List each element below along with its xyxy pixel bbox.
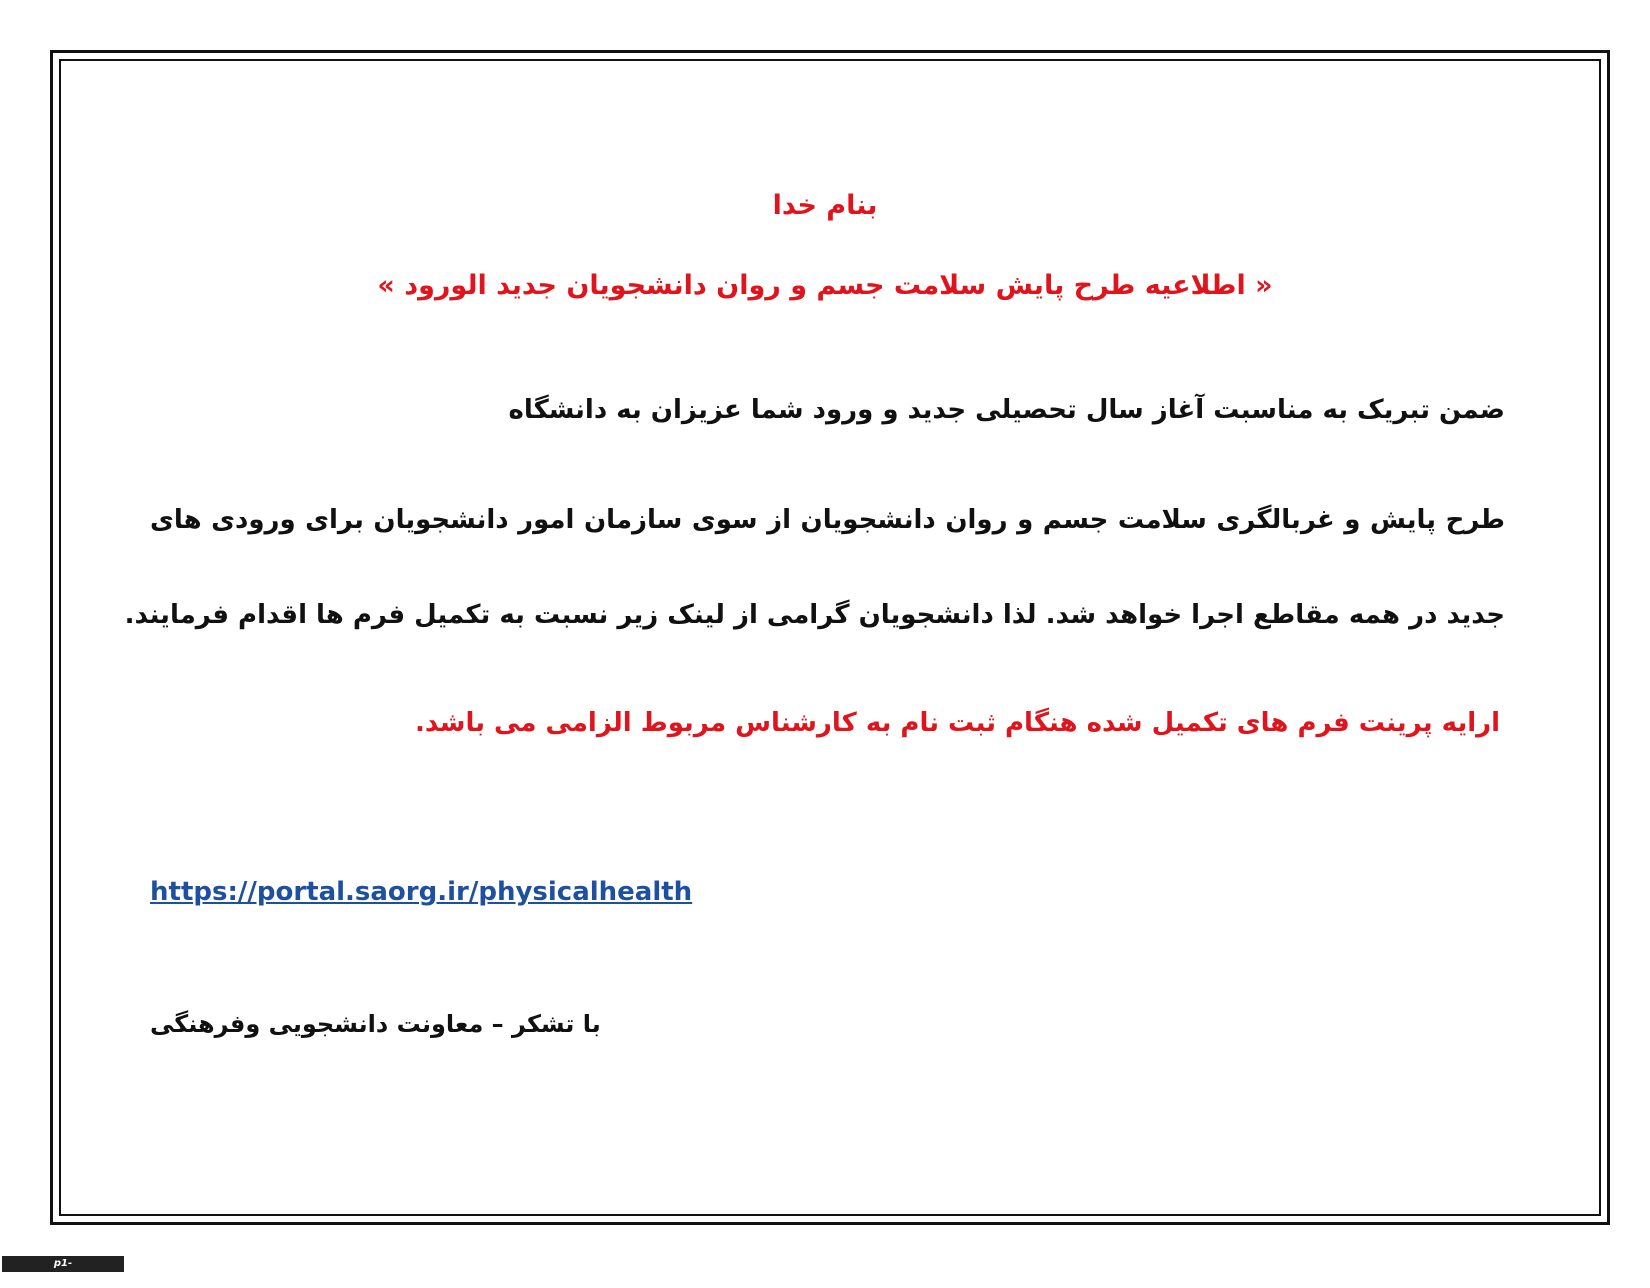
signature-line: با تشکر – معاونت دانشجویی وفرهنگی (150, 1010, 601, 1038)
health-portal-link[interactable]: https://portal.saorg.ir/physicalhealth (150, 877, 693, 907)
required-notice: ارایه پرینت فرم های تکمیل شده هنگام ثبت نام به کارشناس مربوط الزامی می باشد. (415, 708, 1500, 738)
site-watermark: p1-orumiyeh.tvu.ac.ir (2, 1256, 124, 1272)
program-paragraph-line-1: طرح پایش و غربالگری سلامت جسم و روان دانشجویان از سوی سازمان امور دانشجویان برای ورودی های (150, 505, 1505, 535)
program-paragraph-line-2: جدید در همه مقاطع اجرا خواهد شد. لذا دانشجویان گرامی از لینک زیر نسبت به تکمیل فرم ها اقدام فرمایند. (124, 600, 1505, 630)
page-border-inner (59, 59, 1601, 1216)
announcement-subtitle: « اطلاعیه طرح پایش سلامت جسم و روان دانشجویان جدید الورود » (377, 270, 1273, 301)
document-title: بنام خدا (772, 190, 878, 221)
greeting-paragraph: ضمن تبریک به مناسبت آغاز سال تحصیلی جدید و ورود شما عزیزان به دانشگاه (508, 395, 1505, 425)
page-border-outer (50, 50, 1610, 1225)
